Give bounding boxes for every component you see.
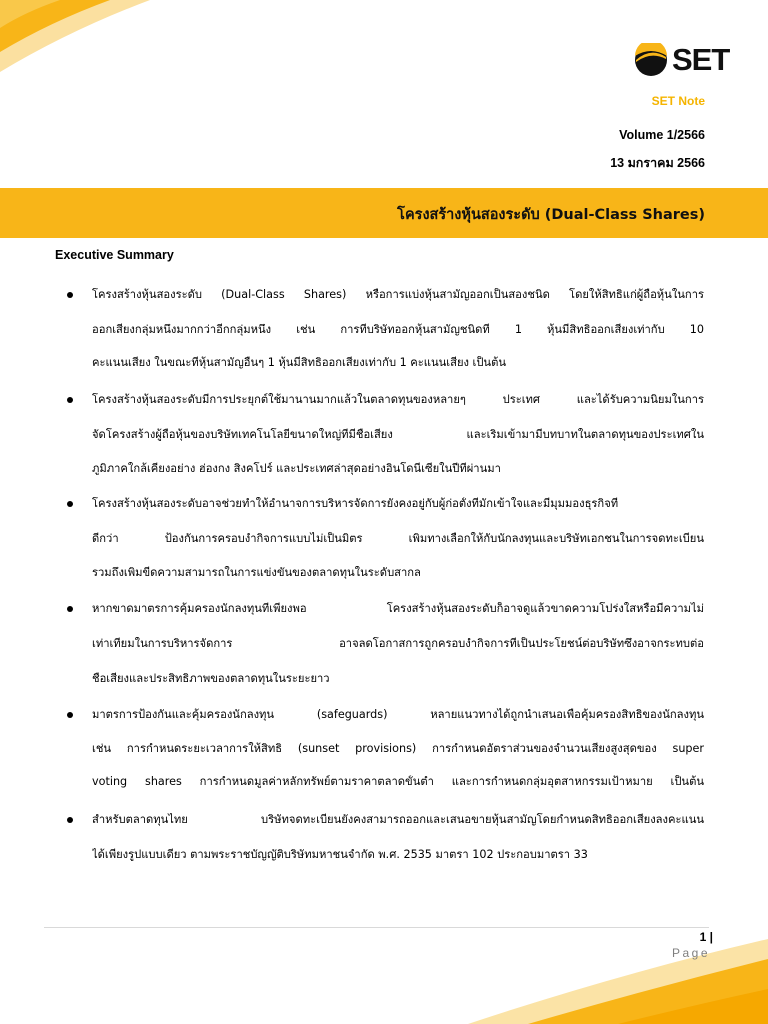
bullet-line: หากขาดมาตรการคุ้มครองนักลงทุนที่เพียงพอ โครงสร้างหุ้นสองระดับก็อาจดูแล้วขาดความโปร่งใสหรือมีความไม่ [92, 602, 704, 615]
section-heading: Executive Summary [55, 248, 174, 262]
bullet-line: ออกเสียงกลุ่มหนึ่งมากกว่าอีกกลุ่มหนึ่ง เช่น การที่บริษัทออกหุ้นสามัญชนิดที่ 1 หุ้นมีสิทธิออกเสียงเท่ากับ 10 [92, 323, 704, 336]
bullet-line: ชื่อเสียงและประสิทธิภาพของตลาดทุนในระยะยาว [92, 672, 330, 685]
bullet-line: โครงสร้างหุ้นสองระดับมีการประยุกต์ใช้มานานมากแล้วในตลาดทุนของหลายๆ ประเทศ และได้รับความนิยมในการ [92, 393, 704, 406]
bullet-dot-icon [67, 606, 73, 612]
bullet-dot-icon [67, 501, 73, 507]
bullet-line: ได้เพียงรูปแบบเดียว ตามพระราชบัญญัติบริษัทมหาชนจำกัด พ.ศ. 2535 มาตรา 102 ประกอบมาตรา 33 [92, 848, 588, 861]
bullet-dot-icon [67, 292, 73, 298]
bullet-line: ดีกว่า ป้องกันการครอบงำกิจการแบบไม่เป็นมิตร เพิ่มทางเลือกให้กับนักลงทุนและบริษัทเอกชนในการจดทะเบียน [92, 532, 704, 545]
bullet-dot-icon [67, 817, 73, 823]
bullet-line: เช่น การกำหนดระยะเวลาการให้สิทธิ (sunset provisions) การกำหนดอัตราส่วนของจำนวนเสียงสูงสุดของ super [92, 742, 704, 755]
bullet-line: โครงสร้างหุ้นสองระดับอาจช่วยทำให้อำนาจการบริหารจัดการยังคงอยู่กับผู้ก่อตั้งที่มักเข้าใจและมีมุมมองธุรกิจที่ [92, 497, 619, 510]
set-logo-icon [634, 43, 668, 77]
bullet-line: voting shares การกำหนดมูลค่าหลักทรัพย์ตามราคาตลาดขั้นต่ำ และการกำหนดกลุ่มอุตสาหกรรมเป้าหมาย เป็นต้น [92, 775, 704, 788]
volume-label: Volume 1/2566 [619, 128, 705, 142]
page-number: 1 | [699, 930, 713, 944]
date-label: 13 มกราคม 2566 [610, 156, 705, 170]
bullet-line: ภูมิภาคใกล้เคียงอย่าง ฮ่องกง สิงคโปร์ และประเทศล่าสุดอย่างอินโดนีเซียในปีที่ผ่านมา [92, 462, 501, 475]
bullet-line: เท่าเทียมในการบริหารจัดการ อาจลดโอกาสการถูกครอบงำกิจการที่เป็นประโยชน์ต่อบริษัทซึ่งอาจกระทบต่อ [92, 637, 704, 650]
bullet-line: จัดโครงสร้างผู้ถือหุ้นของบริษัทเทคโนโลยีขนาดใหญ่ที่มีชื่อเสียง และเริ่มเข้ามามีบทบาทในตลาดทุนของประเทศใน [92, 428, 704, 441]
corner-decoration-bottom [468, 934, 768, 1024]
bullet-line: สำหรับตลาดทุนไทย บริษัทจดทะเบียนยังคงสามารถออกและเสนอขายหุ้นสามัญโดยกำหนดสิทธิออกเสียงลงคะแนน [92, 813, 704, 826]
bullet-line: คะแนนเสียง ในขณะที่หุ้นสามัญอื่นๆ 1 หุ้นมีสิทธิออกเสียงเท่ากับ 1 คะแนนเสียง เป็นต้น [92, 356, 506, 369]
title-band [0, 188, 768, 238]
footer-divider [44, 927, 709, 928]
bullet-line: รวมถึงเพิ่มขีดความสามารถในการแข่งขันของตลาดทุนในระดับสากล [92, 566, 421, 579]
corner-decoration-top [0, 0, 260, 80]
bullet-dot-icon [67, 397, 73, 403]
set-logo [634, 43, 734, 77]
page-word: Page [671, 946, 710, 960]
bullet-line: มาตรการป้องกันและคุ้มครองนักลงทุน (safeguards) หลายแนวทางได้ถูกนำเสนอเพื่อคุ้มครองสิทธิของนักลงทุน [92, 708, 704, 721]
set-note-label: SET Note [651, 94, 705, 108]
bullet-dot-icon [67, 712, 73, 718]
set-logo-text: SET [672, 42, 730, 77]
page-title: โครงสร้างหุ้นสองระดับ (Dual-Class Shares) [397, 207, 705, 223]
bullet-line: โครงสร้างหุ้นสองระดับ (Dual-Class Shares) หรือการแบ่งหุ้นสามัญออกเป็นสองชนิด โดยให้สิทธิแก่ผู้ถือหุ้นในการ [92, 288, 704, 301]
